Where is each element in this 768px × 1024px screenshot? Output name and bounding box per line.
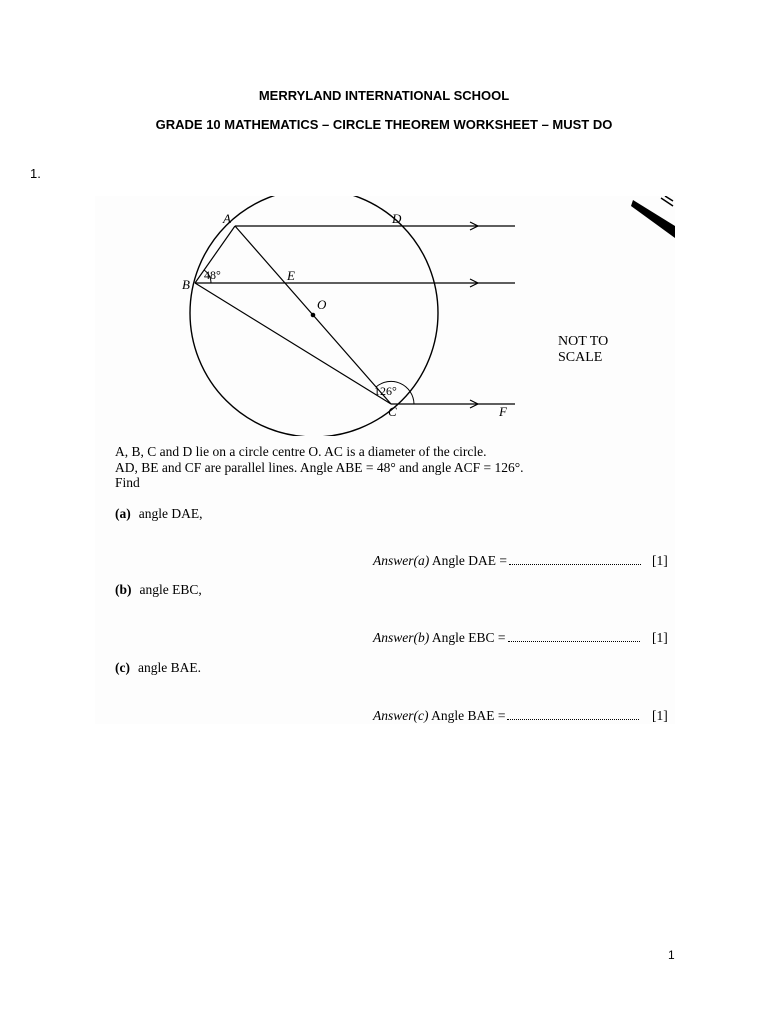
label-c: C xyxy=(388,404,397,419)
answer-b-blank[interactable] xyxy=(508,631,640,642)
angle-abe-label: 48° xyxy=(204,268,221,282)
part-c-text: angle BAE. xyxy=(137,660,201,675)
scan-edge-scratch xyxy=(661,196,673,206)
statement-line-1: A, B, C and D lie on a circle centre O. AC is a diameter of the circle. xyxy=(115,444,487,459)
label-f: F xyxy=(499,404,507,419)
note-line-1: NOT TO xyxy=(558,334,609,349)
not-to-scale-note xyxy=(558,334,608,366)
part-b-text: angle EBC, xyxy=(139,582,202,597)
statement-line-3: Find xyxy=(115,475,140,490)
label-a: A xyxy=(223,211,231,226)
note-line-2: SCALE xyxy=(558,350,603,365)
part-c xyxy=(115,660,201,676)
answer-b xyxy=(373,630,640,646)
centre-point xyxy=(311,313,316,318)
mark-a: [1] xyxy=(652,553,668,568)
answer-b-prefix: Answer(b) xyxy=(373,630,430,645)
part-b-label: (b) xyxy=(115,582,132,597)
answer-a-blank[interactable] xyxy=(509,554,641,565)
angle-acf-label: 126° xyxy=(374,384,397,398)
scan-edge-mark xyxy=(631,200,675,238)
circle-diagram xyxy=(95,196,675,436)
part-a-text: angle DAE, xyxy=(138,506,203,521)
answer-c-blank[interactable] xyxy=(507,709,639,720)
chord-bc xyxy=(195,283,391,404)
problem-statement xyxy=(115,444,523,491)
answer-c-text: Angle BAE = xyxy=(431,708,506,723)
label-o: O xyxy=(317,297,327,312)
page-number: 1 xyxy=(668,948,675,962)
worksheet-title: GRADE 10 MATHEMATICS – CIRCLE THEOREM WORKSHEET – MUST DO xyxy=(155,117,613,132)
mark-c: [1] xyxy=(652,708,668,723)
answer-a-text: Angle DAE = xyxy=(431,553,507,568)
mark-b: [1] xyxy=(652,630,668,645)
part-b xyxy=(115,582,202,598)
question-number: 1. xyxy=(30,166,41,181)
part-a-label: (a) xyxy=(115,506,131,521)
label-e: E xyxy=(287,268,295,283)
label-b: B xyxy=(182,277,190,292)
label-d: D xyxy=(392,211,402,226)
answer-b-text: Angle EBC = xyxy=(431,630,506,645)
part-c-label: (c) xyxy=(115,660,130,675)
answer-c xyxy=(373,708,639,724)
school-name: MERRYLAND INTERNATIONAL SCHOOL xyxy=(258,88,510,103)
question-scan xyxy=(95,196,675,724)
answer-c-prefix: Answer(c) xyxy=(373,708,429,723)
part-a xyxy=(115,506,202,522)
statement-line-2: AD, BE and CF are parallel lines. Angle ABE = 48° and angle ACF = 126°. xyxy=(115,459,524,475)
answer-a xyxy=(373,553,641,569)
answer-a-prefix: Answer(a) xyxy=(373,553,430,568)
